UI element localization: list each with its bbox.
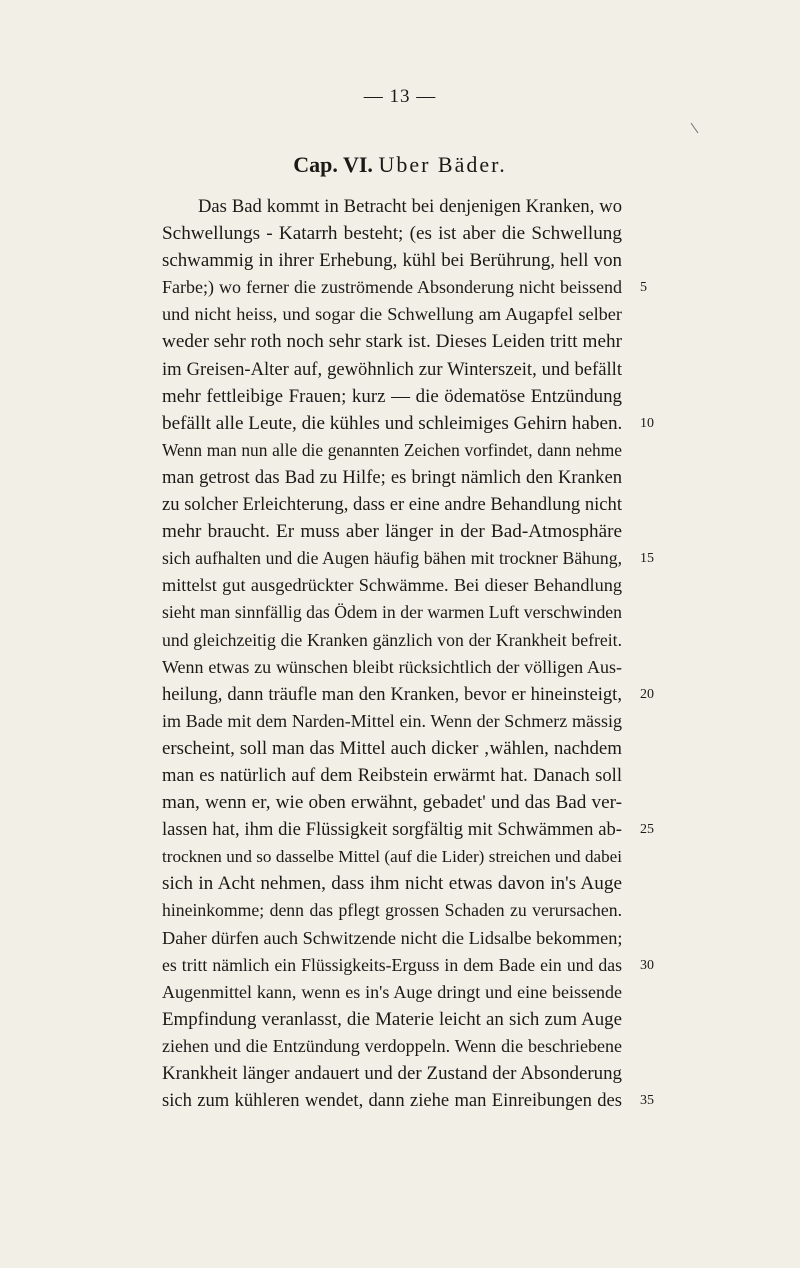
text-line bbox=[162, 816, 654, 843]
text-line bbox=[162, 545, 654, 572]
line-text: man, wenn er, wie oben erwähnt, gebadet' und das Bad ver- bbox=[162, 792, 622, 814]
line-number: 15 bbox=[640, 551, 654, 567]
line-text: und gleichzeitig die Kranken gänzlich von der Krankheit befreit. bbox=[162, 629, 622, 650]
text-line bbox=[162, 1060, 622, 1087]
line-text: man getrost das Bad zu Hilfe; es bringt nämlich den Kranken bbox=[162, 466, 622, 488]
text-line bbox=[162, 762, 622, 789]
text-line bbox=[162, 193, 622, 220]
text-line bbox=[162, 627, 622, 654]
line-text: trocknen und so dasselbe Mittel (auf die Lider) streichen und dabei bbox=[162, 847, 622, 867]
line-number: 30 bbox=[640, 957, 654, 973]
line-text: erscheint, soll man das Mittel auch dicker ‚wählen, nachdem bbox=[162, 737, 622, 759]
line-number: 35 bbox=[640, 1093, 654, 1109]
line-text: schwammig in ihrer Erhebung, kühl bei Berührung, hell von bbox=[162, 250, 622, 272]
line-text: mehr braucht. Er muss aber länger in der Bad-Atmosphäre bbox=[162, 521, 622, 543]
line-text: befällt alle Leute, die kühles und schleimiges Gehirn haben. bbox=[162, 412, 623, 434]
text-line bbox=[162, 1087, 654, 1114]
text-line bbox=[162, 681, 654, 708]
line-text: zu solcher Erleichterung, dass er eine andre Behandlung nicht bbox=[162, 494, 623, 516]
line-text: sich zum kühleren wendet, dann ziehe man Einreibungen des bbox=[162, 1090, 622, 1112]
line-text: mehr fettleibige Frauen; kurz — die ödematöse Entzündung bbox=[162, 385, 622, 407]
text-line bbox=[162, 491, 622, 518]
text-line bbox=[162, 1006, 622, 1033]
line-text: Augenmittel kann, wenn es in's Auge dringt und eine beissende bbox=[162, 981, 622, 1002]
line-number: 10 bbox=[640, 415, 654, 431]
line-text: lassen hat, ihm die Flüssigkeit sorgfältig mit Schwämmen ab- bbox=[162, 819, 622, 841]
line-text: Empfindung veranlasst, die Materie leicht an sich zum Auge bbox=[162, 1008, 622, 1030]
text-line bbox=[162, 383, 622, 410]
line-number: 20 bbox=[640, 686, 654, 702]
text-line bbox=[162, 572, 622, 599]
line-text: sich in Acht nehmen, dass ihm nicht etwas davon in's Auge bbox=[162, 873, 622, 895]
text-line bbox=[162, 274, 647, 301]
line-text: sieht man sinnfällig das Ödem in der warmen Luft verschwinden bbox=[162, 602, 622, 623]
line-text: man es natürlich auf dem Reibstein erwärmt hat. Danach soll bbox=[162, 764, 622, 786]
text-line bbox=[162, 410, 654, 437]
line-text: Wenn man nun alle die genannten Zeichen vorfindet, dann nehme bbox=[162, 439, 622, 460]
text-line bbox=[162, 979, 622, 1006]
line-text: Daher dürfen auch Schwitzende nicht die Lidsalbe bekommen; bbox=[162, 927, 623, 948]
line-number: 5 bbox=[640, 280, 647, 296]
text-line bbox=[162, 952, 654, 979]
line-text: weder sehr roth noch sehr stark ist. Dieses Leiden tritt mehr bbox=[162, 331, 622, 353]
text-line bbox=[162, 654, 622, 681]
line-text: heilung, dann träufle man den Kranken, bevor er hineinsteigt, bbox=[162, 683, 622, 705]
line-text: es tritt nämlich ein Flüssigkeits-Erguss in dem Bade ein und das bbox=[162, 954, 622, 975]
text-line bbox=[162, 599, 622, 626]
body-text bbox=[162, 193, 654, 1114]
text-line bbox=[162, 328, 622, 355]
text-line bbox=[162, 925, 622, 952]
line-text: hineinkomme; denn das pflegt grossen Schaden zu verursachen. bbox=[162, 900, 622, 921]
text-line bbox=[162, 789, 622, 816]
chapter-heading bbox=[0, 152, 800, 178]
line-text: mittelst gut ausgedrückter Schwämme. Bei dieser Behandlung bbox=[162, 575, 622, 596]
text-line bbox=[162, 220, 622, 247]
chapter-label: Cap. VI. bbox=[293, 152, 373, 177]
text-line bbox=[162, 897, 622, 924]
text-line bbox=[162, 1033, 622, 1060]
margin-mark bbox=[691, 123, 699, 133]
text-line bbox=[162, 437, 622, 464]
text-line bbox=[162, 870, 622, 897]
text-line bbox=[162, 464, 622, 491]
line-text: und nicht heiss, und sogar die Schwellung am Augapfel selber bbox=[162, 304, 622, 325]
line-text: sich aufhalten und die Augen häufig bähen mit trockner Bähung, bbox=[162, 548, 622, 569]
line-text: Farbe;) wo ferner die zuströmende Absonderung nicht beissend bbox=[162, 277, 622, 298]
line-text: ziehen und die Entzündung verdoppeln. Wenn die beschriebene bbox=[162, 1035, 622, 1056]
line-text: Krankheit länger andauert und der Zustand der Absonderung bbox=[162, 1063, 622, 1084]
text-line bbox=[162, 708, 622, 735]
page-number: — 13 — bbox=[363, 86, 437, 107]
line-text: Das Bad kommt in Betracht bei denjenigen Kranken, wo bbox=[198, 196, 622, 217]
line-text: im Bade mit dem Narden-Mittel ein. Wenn der Schmerz mässig bbox=[162, 710, 622, 731]
text-line bbox=[162, 356, 622, 383]
text-line bbox=[162, 735, 622, 762]
text-line bbox=[162, 843, 622, 870]
chapter-title: Uber Bäder. bbox=[378, 152, 507, 177]
text-line bbox=[162, 301, 622, 328]
text-line bbox=[162, 247, 622, 274]
line-text: im Greisen-Alter auf, gewöhnlich zur Winterszeit, und befällt bbox=[162, 358, 622, 380]
line-number: 25 bbox=[640, 822, 654, 838]
text-line bbox=[162, 518, 622, 545]
line-text: Wenn etwas zu wünschen bleibt rücksichtlich der völligen Aus- bbox=[162, 656, 622, 677]
line-text: Schwellungs - Katarrh besteht; (es ist aber die Schwellung bbox=[162, 223, 622, 245]
